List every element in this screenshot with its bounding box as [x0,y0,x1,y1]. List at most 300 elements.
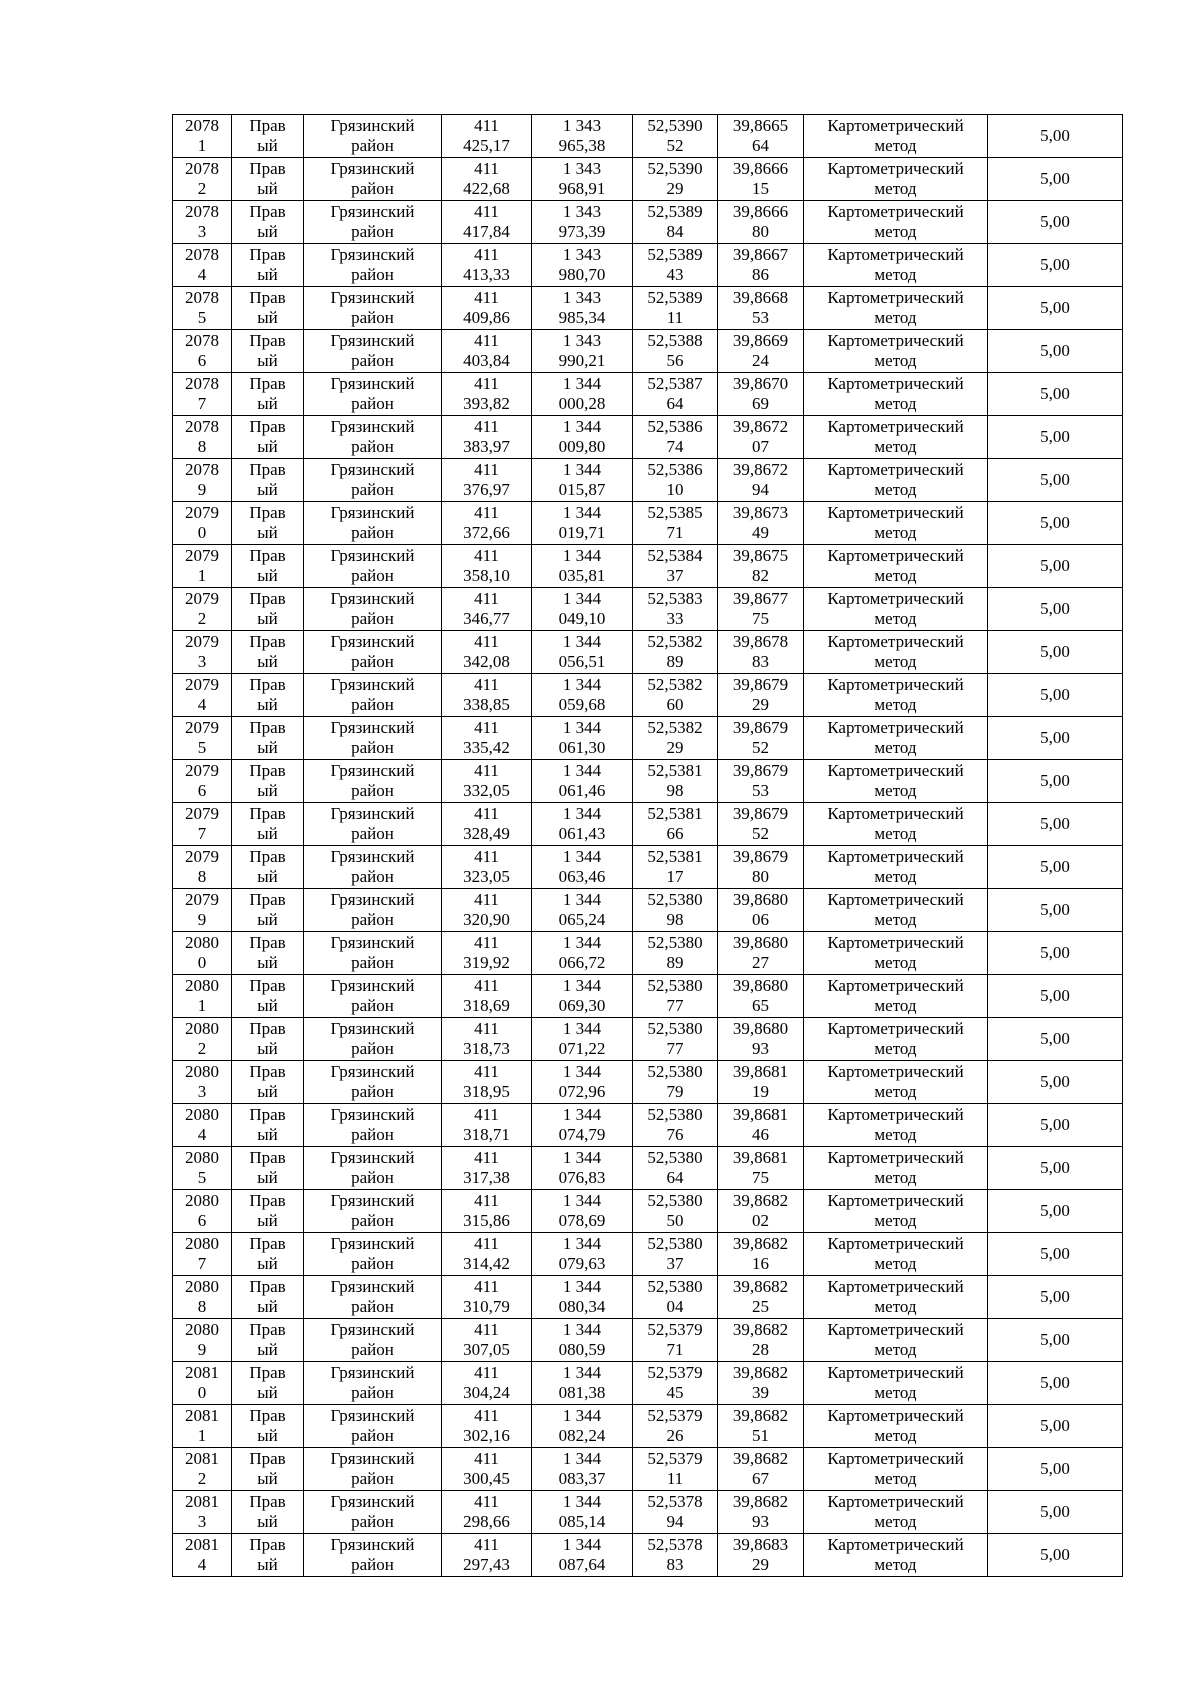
cell-point-number-line-2: 5 [197,738,207,757]
cell-latitude [633,674,718,717]
cell-point-number [173,1061,232,1104]
cell-side-line-2: ый [257,953,278,972]
cell-point-number-line-2: 6 [197,781,207,800]
cell-x-coordinate-line-1: 411 [474,1492,499,1511]
cell-method-line-2: метод [874,308,917,327]
cell-method-line-1: Картометрический [827,202,964,221]
cell-method [804,1319,988,1362]
cell-side-line-2: ый [257,1039,278,1058]
cell-district-line-2: район [351,351,394,370]
cell-method-line-1: Картометрический [827,1148,964,1167]
cell-point-number-line-1: 2080 [185,1062,219,1081]
cell-longitude [718,1405,804,1448]
cell-longitude [718,1061,804,1104]
cell-side-line-2: ый [257,867,278,886]
cell-x-coordinate [442,244,532,287]
cell-x-coordinate-line-2: 300,45 [463,1469,510,1488]
cell-latitude-line-1: 52,5389 [647,288,703,307]
cell-point-number-line-2: 1 [197,996,207,1015]
cell-y-coordinate [532,115,633,158]
cell-y-coordinate [532,1405,633,1448]
cell-y-coordinate-line-1: 1 344 [562,460,602,479]
cell-y-coordinate [532,975,633,1018]
cell-latitude-line-2: 77 [666,1039,684,1058]
table-row [173,545,1123,588]
table-row [173,1147,1123,1190]
cell-x-coordinate-line-1: 411 [474,202,499,221]
cell-method-line-2: метод [874,1340,917,1359]
cell-side-line-2: ый [257,996,278,1015]
cell-y-coordinate-line-2: 083,37 [558,1469,606,1488]
cell-longitude-line-1: 39,8666 [732,159,789,178]
table-row [173,1276,1123,1319]
cell-district-line-1: Грязинский [330,374,415,393]
cell-y-coordinate-line-2: 000,28 [558,394,606,413]
cell-y-coordinate [532,717,633,760]
cell-side-line-2: ый [257,480,278,499]
cell-x-coordinate-line-2: 376,97 [463,480,510,499]
cell-method-line-1: Картометрический [827,675,964,694]
cell-method-line-2: метод [874,179,917,198]
table-row [173,1018,1123,1061]
cell-longitude-line-1: 39,8670 [732,374,789,393]
cell-point-number-line-2: 2 [197,1039,207,1058]
cell-x-coordinate-line-2: 315,86 [463,1211,510,1230]
cell-latitude-line-1: 52,5379 [647,1320,703,1339]
cell-longitude-line-1: 39,8679 [732,761,789,780]
cell-point-number-line-2: 0 [197,953,207,972]
cell-point-number-line-1: 2079 [185,675,219,694]
cell-point-number-line-1: 2080 [185,1277,219,1296]
cell-latitude-line-2: 29 [666,738,684,757]
cell-x-coordinate-line-2: 372,66 [463,523,510,542]
cell-y-coordinate-line-1: 1 344 [562,1535,602,1554]
cell-longitude-line-1: 39,8681 [732,1105,789,1124]
cell-latitude-line-2: 11 [666,308,684,327]
cell-district [304,502,442,545]
cell-side-line-2: ый [257,1082,278,1101]
cell-district-line-2: район [351,1082,394,1101]
cell-side [232,1491,304,1534]
cell-method-line-2: метод [874,1082,917,1101]
table-row [173,244,1123,287]
cell-x-coordinate-line-2: 310,79 [463,1297,510,1316]
cell-side-line-1: Прав [249,589,286,608]
cell-method-line-1: Картометрический [827,1535,964,1554]
table-row [173,416,1123,459]
cell-point-number-line-2: 9 [197,1340,207,1359]
cell-point-number-line-1: 2079 [185,503,219,522]
cell-y-coordinate-line-1: 1 344 [562,675,602,694]
cell-method-line-2: метод [874,867,917,886]
table-row [173,201,1123,244]
cell-district-line-2: район [351,1512,394,1531]
cell-y-coordinate-line-1: 1 344 [562,890,602,909]
cell-point-number [173,889,232,932]
cell-district-line-1: Грязинский [330,847,415,866]
cell-x-coordinate [442,373,532,416]
cell-latitude-line-1: 52,5380 [647,1105,703,1124]
cell-point-number-line-1: 2078 [185,460,219,479]
cell-longitude [718,287,804,330]
cell-latitude [633,717,718,760]
cell-longitude-line-1: 39,8679 [732,675,789,694]
cell-longitude-line-1: 39,8675 [732,546,789,565]
cell-point-number-line-2: 9 [197,910,207,929]
cell-point-number-line-1: 2079 [185,546,219,565]
cell-y-coordinate-line-2: 080,34 [558,1297,606,1316]
cell-point-number-line-2: 6 [197,1211,207,1230]
cell-x-coordinate [442,1018,532,1061]
cell-y-coordinate-line-1: 1 344 [562,1449,602,1468]
cell-side-line-1: Прав [249,1234,286,1253]
cell-method [804,631,988,674]
cell-point-number-line-2: 6 [197,351,207,370]
cell-point-number-line-2: 4 [197,695,207,714]
cell-point-number [173,1190,232,1233]
cell-side-line-1: Прав [249,1191,286,1210]
cell-method-line-1: Картометрический [827,804,964,823]
cell-x-coordinate-line-1: 411 [474,1148,499,1167]
cell-latitude-line-2: 89 [666,652,684,671]
cell-y-coordinate-line-2: 973,39 [558,222,606,241]
cell-y-coordinate-line-2: 019,71 [558,523,606,542]
cell-district-line-2: район [351,1383,394,1402]
cell-y-coordinate [532,674,633,717]
cell-y-coordinate [532,158,633,201]
cell-latitude-line-2: 37 [666,566,684,585]
cell-district-line-2: район [351,1168,394,1187]
cell-district-line-2: район [351,781,394,800]
cell-longitude-line-1: 39,8666 [732,202,789,221]
cell-y-coordinate-line-1: 1 344 [562,718,602,737]
cell-district-line-1: Грязинский [330,1320,415,1339]
cell-longitude-line-1: 39,8679 [732,847,789,866]
cell-x-coordinate-line-2: 417,84 [463,222,510,241]
cell-longitude [718,588,804,631]
cell-method [804,674,988,717]
cell-side [232,1534,304,1577]
table-row [173,631,1123,674]
cell-side-line-1: Прав [249,761,286,780]
cell-y-coordinate [532,287,633,330]
cell-y-coordinate-line-2: 072,96 [558,1082,606,1101]
cell-longitude-line-1: 39,8669 [732,331,789,350]
cell-latitude-line-1: 52,5380 [647,1148,703,1167]
cell-point-number-line-1: 2081 [185,1449,219,1468]
cell-side-line-1: Прав [249,159,286,178]
cell-point-number-line-1: 2080 [185,1320,219,1339]
cell-y-coordinate [532,846,633,889]
cell-longitude [718,1147,804,1190]
cell-district-line-1: Грязинский [330,589,415,608]
cell-point-number-line-1: 2079 [185,761,219,780]
cell-side [232,631,304,674]
cell-longitude [718,545,804,588]
cell-method [804,1491,988,1534]
cell-x-coordinate [442,1362,532,1405]
cell-side-line-2: ый [257,695,278,714]
cell-x-coordinate-line-1: 411 [474,976,499,995]
cell-y-coordinate-line-2: 061,30 [558,738,606,757]
cell-x-coordinate-line-1: 411 [474,417,499,436]
cell-point-number [173,545,232,588]
cell-side-line-2: ый [257,1125,278,1144]
cell-method-line-1: Картометрический [827,460,964,479]
cell-point-number [173,1534,232,1577]
cell-method-line-1: Картометрический [827,503,964,522]
cell-district-line-2: район [351,1211,394,1230]
cell-method-line-2: метод [874,480,917,499]
cell-method-line-1: Картометрический [827,1019,964,1038]
cell-y-coordinate [532,1233,633,1276]
cell-latitude-line-1: 52,5389 [647,202,703,221]
table-row [173,717,1123,760]
cell-method-line-1: Картометрический [827,116,964,135]
cell-point-number-line-2: 8 [197,437,207,456]
cell-point-number-line-1: 2081 [185,1535,219,1554]
cell-latitude [633,1534,718,1577]
cell-side-line-1: Прав [249,976,286,995]
cell-point-number-line-1: 2081 [185,1406,219,1425]
cell-side [232,1362,304,1405]
cell-point-number [173,330,232,373]
cell-side [232,502,304,545]
cell-method [804,760,988,803]
cell-method-line-1: Картометрический [827,632,964,651]
cell-district-line-2: район [351,1340,394,1359]
cell-y-coordinate-line-2: 081,38 [558,1383,606,1402]
cell-side-line-2: ый [257,652,278,671]
cell-x-coordinate [442,1061,532,1104]
cell-method-line-2: метод [874,1125,917,1144]
cell-y-coordinate-line-2: 061,46 [558,781,606,800]
table-row [173,1405,1123,1448]
cell-district [304,631,442,674]
cell-longitude-line-1: 39,8678 [732,632,789,651]
cell-longitude-line-2: 16 [752,1254,769,1273]
cell-method [804,717,988,760]
cell-point-number-line-1: 2080 [185,1148,219,1167]
cell-district-line-1: Грязинский [330,245,415,264]
cell-accuracy: 5,00 [988,760,1123,803]
cell-latitude [633,1233,718,1276]
cell-x-coordinate [442,717,532,760]
cell-district-line-2: район [351,996,394,1015]
cell-method [804,889,988,932]
cell-side-line-1: Прав [249,1019,286,1038]
cell-y-coordinate-line-2: 078,69 [558,1211,606,1230]
cell-y-coordinate-line-1: 1 344 [562,1148,602,1167]
cell-longitude-line-1: 39,8680 [732,976,789,995]
cell-latitude-line-2: 60 [666,695,684,714]
cell-side-line-2: ый [257,1555,278,1574]
cell-district-line-1: Грязинский [330,933,415,952]
cell-latitude [633,1276,718,1319]
cell-y-coordinate-line-2: 056,51 [558,652,606,671]
cell-latitude-line-2: 89 [666,953,684,972]
cell-side-line-1: Прав [249,890,286,909]
cell-y-coordinate [532,1276,633,1319]
cell-accuracy: 5,00 [988,1147,1123,1190]
cell-accuracy: 5,00 [988,1018,1123,1061]
cell-district-line-2: район [351,1039,394,1058]
cell-y-coordinate-line-2: 066,72 [558,953,606,972]
cell-method-line-2: метод [874,136,917,155]
table-row [173,975,1123,1018]
cell-y-coordinate-line-1: 1 344 [562,1191,602,1210]
cell-side-line-2: ый [257,1211,278,1230]
cell-district-line-1: Грязинский [330,546,415,565]
cell-side [232,803,304,846]
cell-method-line-2: метод [874,824,917,843]
cell-latitude-line-2: 64 [666,394,684,413]
cell-x-coordinate [442,459,532,502]
cell-district [304,1448,442,1491]
cell-side [232,889,304,932]
cell-method-line-1: Картометрический [827,847,964,866]
cell-x-coordinate-line-1: 411 [474,1406,499,1425]
table-body [173,115,1123,1577]
cell-latitude-line-2: 26 [666,1426,684,1445]
cell-y-coordinate-line-2: 980,70 [558,265,606,284]
cell-latitude-line-1: 52,5380 [647,1191,703,1210]
cell-side [232,459,304,502]
cell-y-coordinate [532,588,633,631]
cell-accuracy: 5,00 [988,287,1123,330]
cell-longitude-line-2: 24 [752,351,769,370]
cell-side [232,975,304,1018]
cell-accuracy: 5,00 [988,1190,1123,1233]
cell-latitude [633,803,718,846]
cell-point-number [173,975,232,1018]
cell-method [804,1276,988,1319]
cell-latitude [633,1147,718,1190]
table-row [173,846,1123,889]
cell-y-coordinate-line-2: 074,79 [558,1125,606,1144]
cell-side-line-2: ый [257,265,278,284]
cell-y-coordinate-line-2: 080,59 [558,1340,606,1359]
cell-district [304,1018,442,1061]
cell-district-line-1: Грязинский [330,116,415,135]
cell-point-number-line-1: 2078 [185,159,219,178]
cell-longitude [718,846,804,889]
cell-side-line-1: Прав [249,245,286,264]
cell-latitude-line-2: 04 [666,1297,684,1316]
cell-x-coordinate [442,1276,532,1319]
cell-x-coordinate-line-1: 411 [474,675,499,694]
cell-method-line-2: метод [874,1426,917,1445]
cell-y-coordinate-line-2: 965,38 [558,136,606,155]
cell-longitude-line-2: 67 [752,1469,769,1488]
cell-point-number-line-2: 7 [197,394,207,413]
cell-latitude-line-1: 52,5382 [647,675,703,694]
cell-y-coordinate-line-1: 1 343 [562,159,602,178]
cell-point-number-line-2: 3 [197,1082,207,1101]
cell-y-coordinate-line-1: 1 343 [562,202,602,221]
cell-latitude-line-1: 52,5380 [647,1277,703,1296]
cell-method [804,545,988,588]
cell-district [304,244,442,287]
cell-x-coordinate-line-2: 393,82 [463,394,510,413]
cell-y-coordinate [532,416,633,459]
cell-y-coordinate-line-1: 1 344 [562,1320,602,1339]
cell-district-line-1: Грязинский [330,675,415,694]
cell-point-number-line-2: 1 [197,566,207,585]
cell-point-number-line-2: 7 [197,1254,207,1273]
table-row [173,588,1123,631]
cell-point-number-line-2: 5 [197,1168,207,1187]
cell-point-number-line-1: 2081 [185,1492,219,1511]
cell-side [232,545,304,588]
cell-district-line-2: район [351,953,394,972]
cell-x-coordinate [442,889,532,932]
cell-longitude-line-2: 86 [752,265,769,284]
cell-x-coordinate [442,1233,532,1276]
cell-longitude [718,244,804,287]
cell-latitude-line-2: 71 [666,1340,684,1359]
cell-x-coordinate-line-1: 411 [474,159,499,178]
cell-method-line-2: метод [874,437,917,456]
cell-x-coordinate-line-2: 335,42 [463,738,510,757]
cell-point-number [173,932,232,975]
cell-side [232,932,304,975]
cell-district [304,373,442,416]
cell-x-coordinate [442,631,532,674]
cell-x-coordinate [442,1319,532,1362]
cell-latitude [633,1362,718,1405]
cell-district-line-2: район [351,695,394,714]
cell-method-line-1: Картометрический [827,417,964,436]
cell-longitude-line-2: 75 [752,609,769,628]
cell-method-line-2: метод [874,609,917,628]
cell-latitude [633,330,718,373]
cell-side-line-2: ый [257,222,278,241]
cell-x-coordinate [442,975,532,1018]
cell-longitude-line-1: 39,8680 [732,890,789,909]
table-row [173,287,1123,330]
cell-accuracy: 5,00 [988,545,1123,588]
cell-accuracy: 5,00 [988,889,1123,932]
cell-longitude-line-2: 93 [752,1039,769,1058]
cell-latitude-line-2: 50 [666,1211,684,1230]
cell-longitude-line-2: 29 [752,695,769,714]
cell-side-line-1: Прав [249,1492,286,1511]
cell-method-line-1: Картометрический [827,933,964,952]
cell-latitude [633,287,718,330]
cell-x-coordinate-line-1: 411 [474,1019,499,1038]
cell-point-number-line-1: 2080 [185,976,219,995]
cell-longitude-line-2: 19 [752,1082,769,1101]
cell-latitude-line-2: 33 [666,609,684,628]
cell-x-coordinate-line-1: 411 [474,546,499,565]
cell-district-line-2: район [351,1254,394,1273]
cell-latitude-line-1: 52,5380 [647,1062,703,1081]
cell-x-coordinate-line-1: 411 [474,761,499,780]
cell-accuracy: 5,00 [988,803,1123,846]
cell-method [804,287,988,330]
cell-district-line-1: Грязинский [330,1449,415,1468]
cell-district-line-2: район [351,480,394,499]
cell-point-number [173,1362,232,1405]
cell-method-line-2: метод [874,1168,917,1187]
cell-district [304,1362,442,1405]
cell-accuracy: 5,00 [988,588,1123,631]
cell-point-number [173,1147,232,1190]
cell-side [232,1104,304,1147]
table-row [173,330,1123,373]
cell-side-line-2: ый [257,1168,278,1187]
